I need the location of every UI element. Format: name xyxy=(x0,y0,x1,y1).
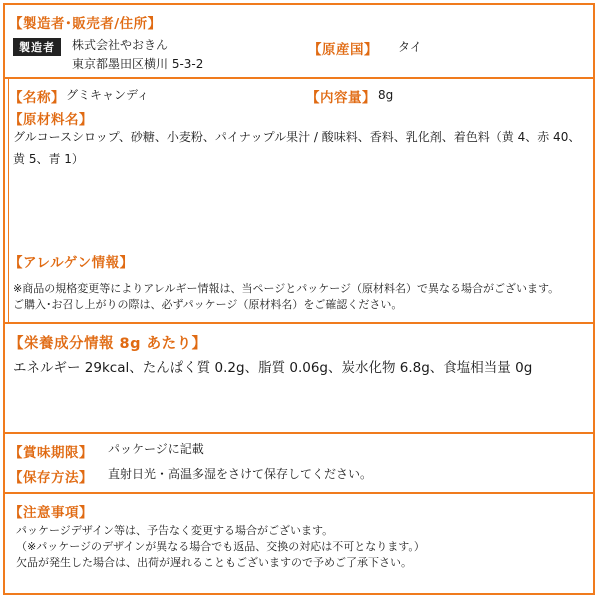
divider xyxy=(3,432,595,434)
divider xyxy=(3,77,595,79)
company-address: 東京都墨田区横川 5-3-2 xyxy=(72,57,204,71)
allergen-line1: ※商品の規格変更等によりアレルギー情報は、当ページとパッケージ（原材料名）で異なる場合がございます。 xyxy=(13,282,560,295)
ingredients-header: 【原材料名】 xyxy=(9,112,93,128)
nutrition-value: エネルギー 29kcal、たんぱく質 0.2g、脂質 0.06g、炭水化物 6.8g、食塩相当量 0g xyxy=(13,360,533,376)
allergen-line2: ご購入･お召し上がりの際は、必ずパッケージ（原材料名）をご確認ください。 xyxy=(13,298,403,311)
notes-header: 【注意事項】 xyxy=(9,505,93,521)
notes-line3: 欠品が発生した場合は、出荷が遅れることもございますので予めご了承下さい。 xyxy=(16,556,412,569)
origin-header: 【原産国】 xyxy=(308,42,378,58)
name-value: グミキャンディ xyxy=(66,88,150,102)
side-line xyxy=(8,77,9,322)
content-value: 8g xyxy=(378,88,394,102)
name-header: 【名称】 xyxy=(9,90,65,106)
storage-value: 直射日光・高温多湿をさけて保存してください。 xyxy=(108,467,373,481)
divider xyxy=(3,492,595,494)
best-before-header: 【賞味期限】 xyxy=(9,445,93,461)
divider xyxy=(3,322,595,324)
storage-header: 【保存方法】 xyxy=(9,470,93,486)
content-header: 【内容量】 xyxy=(306,90,376,106)
origin-value: タイ xyxy=(398,40,422,54)
ingredients-line2: 黄 5、青 1） xyxy=(13,152,84,166)
notes-line1: パッケージデザイン等は、予告なく変更する場合がございます。 xyxy=(16,524,334,537)
manufacturer-header: 【製造者･販売者/住所】 xyxy=(9,16,162,32)
ingredients-line1: グルコースシロップ、砂糖、小麦粉、パイナップル果汁 / 酸味料、香料、乳化剤、着色料（黄 4、赤 40、 xyxy=(13,130,581,144)
nutrition-header: 【栄養成分情報 8g あたり】 xyxy=(9,336,207,352)
best-before-value: パッケージに記載 xyxy=(108,442,204,456)
allergen-header: 【アレルゲン情報】 xyxy=(9,255,134,271)
notes-line2: （※パッケージのデザインが異なる場合でも返品、交換の対応は不可となります。） xyxy=(16,540,425,553)
company-name: 株式会社やおきん xyxy=(72,38,169,52)
manufacturer-badge: 製造者 xyxy=(13,38,61,56)
